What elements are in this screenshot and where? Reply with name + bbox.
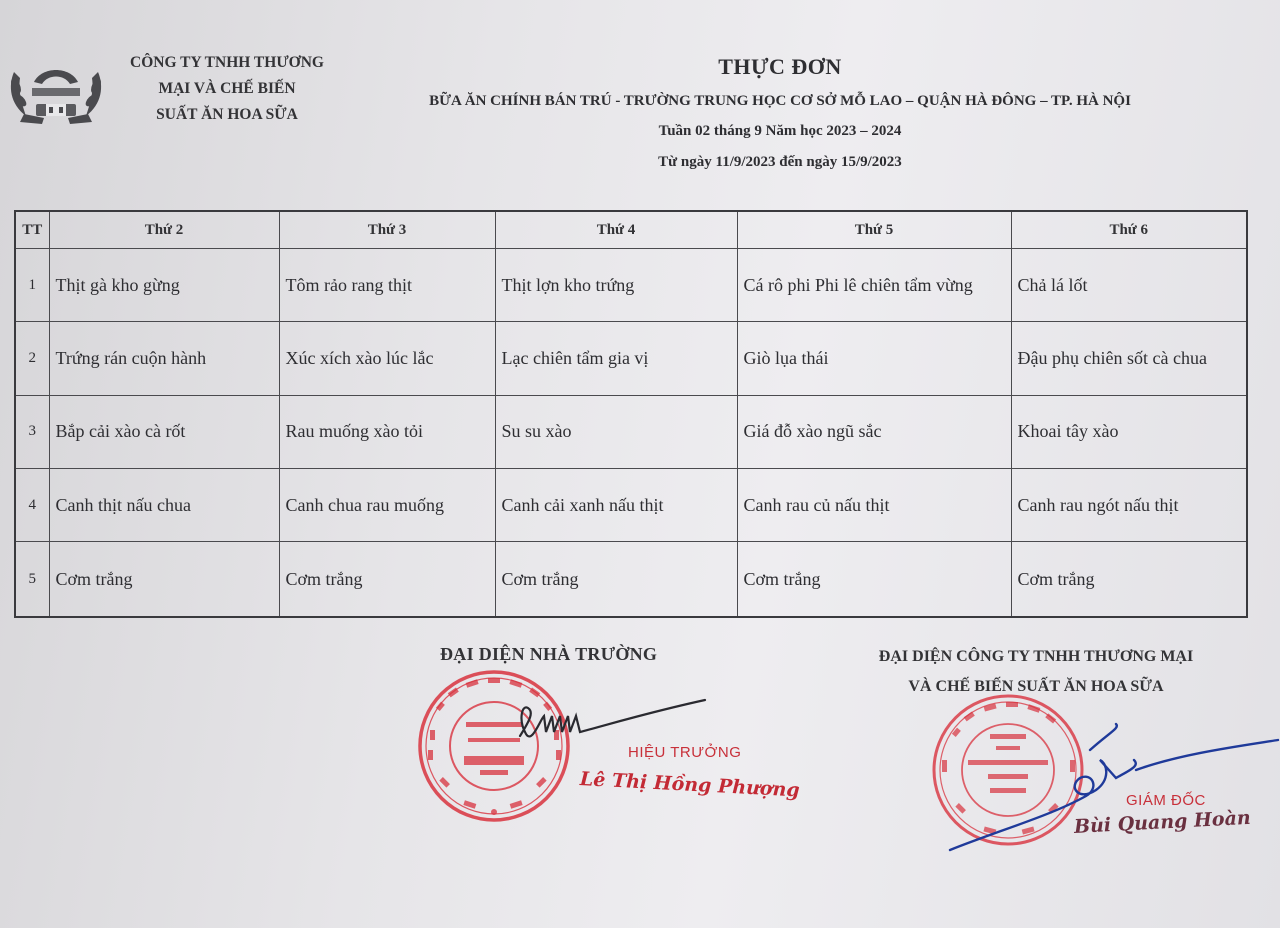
row-number: 4 bbox=[15, 469, 49, 542]
dish-cell: Giò lụa thái bbox=[737, 322, 1011, 395]
dish-cell: Rau muống xào tỏi bbox=[279, 395, 495, 468]
document-subtitle: BỮA ĂN CHÍNH BÁN TRÚ - TRƯỜNG TRUNG HỌC CƠ SỞ MỖ LAO – QUẬN HÀ ĐÔNG – TP. HÀ NỘI bbox=[429, 93, 1131, 109]
date-range: Từ ngày 11/9/2023 đến ngày 15/9/2023 bbox=[658, 154, 902, 170]
dish-cell: Tôm rảo rang thịt bbox=[279, 249, 495, 322]
dish-cell: Giá đỗ xào ngũ sắc bbox=[737, 395, 1011, 468]
column-header-thu: Thứ 5 bbox=[737, 211, 1011, 249]
company-name-line: SUẤT ĂN HOA SỮA bbox=[156, 106, 298, 123]
dish-cell: Khoai tây xào bbox=[1011, 395, 1247, 468]
director-role: GIÁM ĐỐC bbox=[1126, 792, 1206, 809]
table-header-row bbox=[15, 211, 1247, 249]
laurel-crest-icon bbox=[6, 52, 106, 132]
table-row bbox=[15, 542, 1247, 617]
company-signature bbox=[940, 720, 1280, 860]
column-header-tue: Thứ 3 bbox=[279, 211, 495, 249]
dish-cell: Canh rau củ nấu thịt bbox=[737, 469, 1011, 542]
company-logo bbox=[6, 52, 106, 132]
dish-cell: Bắp cải xào cà rốt bbox=[49, 395, 279, 468]
row-number: 5 bbox=[15, 542, 49, 617]
company-name-line: CÔNG TY TNHH THƯƠNG bbox=[130, 54, 324, 71]
dish-cell: Thịt lợn kho trứng bbox=[495, 249, 737, 322]
menu-table bbox=[14, 210, 1248, 618]
dish-cell: Canh cải xanh nấu thịt bbox=[495, 469, 737, 542]
column-header-wed: Thứ 4 bbox=[495, 211, 737, 249]
principal-role: HIỆU TRƯỞNG bbox=[628, 744, 742, 761]
column-header-fri: Thứ 6 bbox=[1011, 211, 1247, 249]
row-number: 3 bbox=[15, 395, 49, 468]
dish-cell: Canh rau ngót nấu thịt bbox=[1011, 469, 1247, 542]
dish-cell: Xúc xích xào lúc lắc bbox=[279, 322, 495, 395]
table-row bbox=[15, 249, 1247, 322]
dish-cell: Chả lá lốt bbox=[1011, 249, 1247, 322]
dish-cell: Trứng rán cuộn hành bbox=[49, 322, 279, 395]
dish-cell: Lạc chiên tẩm gia vị bbox=[495, 322, 737, 395]
dish-cell: Canh thịt nấu chua bbox=[49, 469, 279, 542]
company-representative-line: ĐẠI DIỆN CÔNG TY TNHH THƯƠNG MẠI bbox=[878, 648, 1194, 665]
company-representative-line: VÀ CHẾ BIẾN SUẤT ĂN HOA SỮA bbox=[908, 678, 1164, 695]
column-header-tt: TT bbox=[15, 211, 49, 249]
school-representative-title: ĐẠI DIỆN NHÀ TRƯỜNG bbox=[440, 644, 658, 664]
director-name: Bùi Quang Hoàn bbox=[1073, 806, 1252, 838]
column-header-mon: Thứ 2 bbox=[49, 211, 279, 249]
week-label: Tuần 02 tháng 9 Năm học 2023 – 2024 bbox=[658, 123, 902, 139]
dish-cell: Thịt gà kho gừng bbox=[49, 249, 279, 322]
company-name-line: MẠI VÀ CHẾ BIẾN bbox=[158, 80, 296, 97]
table-row bbox=[15, 322, 1247, 395]
dish-cell: Cơm trắng bbox=[495, 542, 737, 617]
dish-cell: Cá rô phi Phi lê chiên tẩm vừng bbox=[737, 249, 1011, 322]
principal-name: Lê Thị Hồng Phượng bbox=[579, 768, 801, 802]
dish-cell: Canh chua rau muống bbox=[279, 469, 495, 542]
company-signature-mark bbox=[940, 720, 1280, 860]
row-number: 2 bbox=[15, 322, 49, 395]
dish-cell: Cơm trắng bbox=[1011, 542, 1247, 617]
document-title: THỰC ĐƠN bbox=[718, 54, 842, 79]
table-row bbox=[15, 395, 1247, 468]
dish-cell: Cơm trắng bbox=[49, 542, 279, 617]
dish-cell: Su su xào bbox=[495, 395, 737, 468]
dish-cell: Cơm trắng bbox=[279, 542, 495, 617]
document-header bbox=[360, 52, 1200, 173]
row-number: 1 bbox=[15, 249, 49, 322]
dish-cell: Cơm trắng bbox=[737, 542, 1011, 617]
company-name bbox=[112, 50, 342, 128]
dish-cell: Đậu phụ chiên sốt cà chua bbox=[1011, 322, 1247, 395]
table-row bbox=[15, 469, 1247, 542]
